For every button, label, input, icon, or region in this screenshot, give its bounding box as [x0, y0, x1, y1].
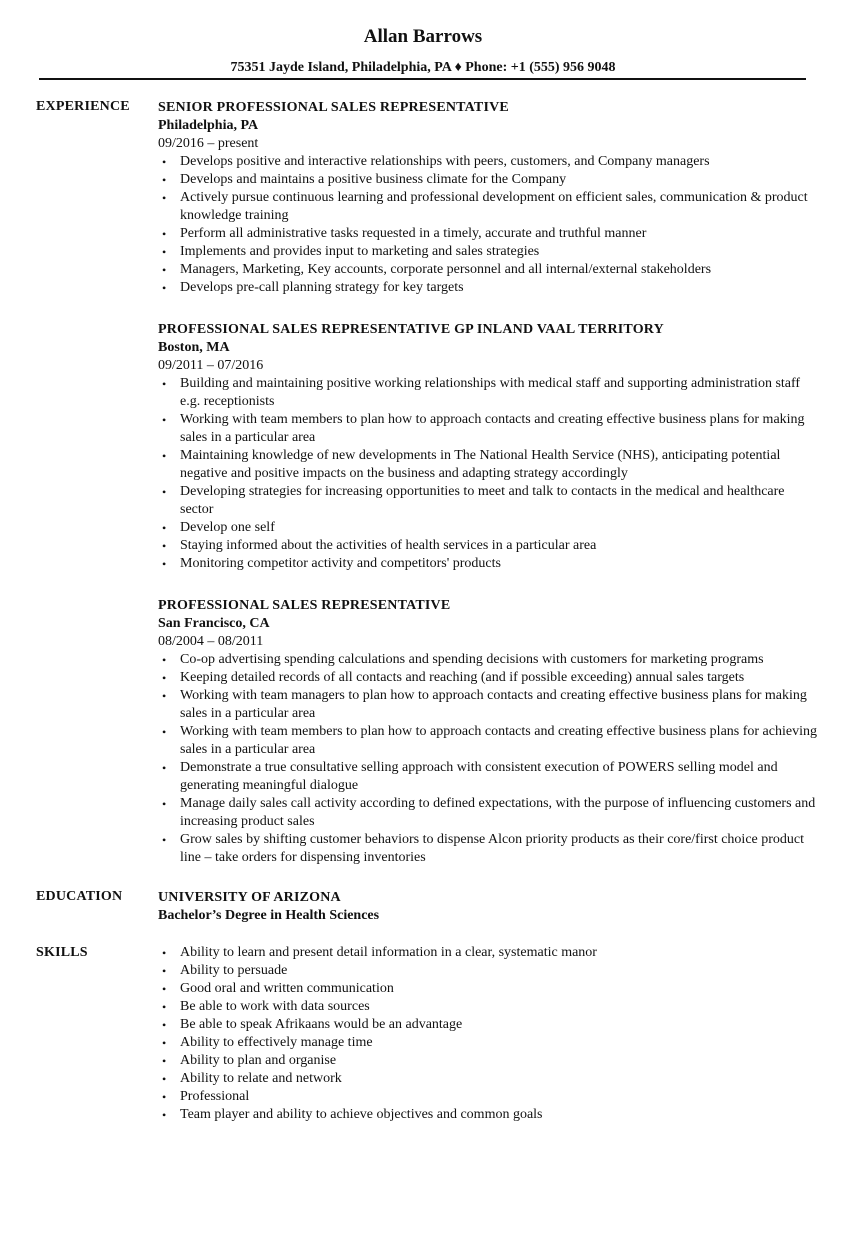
bullet-icon: •: [162, 263, 167, 277]
list-item: • Good oral and written communication: [162, 981, 394, 996]
bullet-icon: •: [162, 725, 167, 739]
bullet-icon: •: [162, 982, 167, 996]
contact-line: 75351 Jayde Island, Philadelphia, PA ♦ Phone: +1 (555) 956 9048: [230, 60, 616, 75]
bullet-icon: •: [162, 946, 167, 960]
list-item: • Managers, Marketing, Key accounts, corporate personnel and all internal/external stakeholders: [162, 262, 712, 277]
job-location: San Francisco, CA: [158, 616, 270, 631]
job-title: PROFESSIONAL SALES REPRESENTATIVE: [158, 598, 451, 613]
school-name: UNIVERSITY OF ARIZONA: [158, 890, 341, 905]
job-bullets: [158, 375, 818, 573]
job-bullets: [158, 153, 818, 297]
bullet-icon: •: [162, 485, 167, 499]
bullet-icon: •: [162, 1108, 167, 1122]
experience-section: [158, 99, 818, 891]
list-item: • Develops and maintains a positive business climate for the Company: [162, 172, 567, 187]
bullet-icon: •: [162, 557, 167, 571]
bullet-icon: •: [162, 653, 167, 667]
header-divider: [39, 78, 806, 80]
list-item: • Working with team members to plan how to approach contacts and creating effective business plans for making sales in a particular area: [162, 412, 805, 445]
bullet-icon: •: [162, 761, 167, 775]
candidate-name: Allan Barrows: [363, 26, 483, 47]
skills-section: [158, 944, 818, 1124]
job-location: Philadelphia, PA: [158, 118, 259, 133]
job-entry: [158, 597, 818, 867]
bullet-icon: •: [162, 377, 167, 391]
job-title: PROFESSIONAL SALES REPRESENTATIVE GP INLAND VAAL TERRITORY: [158, 322, 664, 337]
list-item: • Develops positive and interactive relationships with peers, customers, and Company managers: [162, 154, 710, 169]
list-item: • Actively pursue continuous learning and professional development on efficient sales, communication & product knowledge training: [162, 190, 808, 223]
list-item: • Working with team managers to plan how to approach contacts and creating effective business plans for making sales in a particular area: [162, 688, 807, 721]
education-section: [158, 889, 818, 925]
job-dates: 09/2016 – present: [158, 136, 259, 151]
job-entry: [158, 321, 818, 573]
list-item: • Ability to persuade: [162, 963, 288, 978]
list-item: • Ability to relate and network: [162, 1071, 342, 1086]
list-item: • Implements and provides input to marketing and sales strategies: [162, 244, 540, 259]
list-item: • Ability to effectively manage time: [162, 1035, 373, 1050]
job-dates: 09/2011 – 07/2016: [158, 358, 264, 373]
bullet-icon: •: [162, 539, 167, 553]
experience-label: EXPERIENCE: [36, 99, 130, 114]
list-item: • Be able to work with data sources: [162, 999, 370, 1014]
bullet-icon: •: [162, 245, 167, 259]
bullet-icon: •: [162, 413, 167, 427]
list-item: • Perform all administrative tasks requested in a timely, accurate and truthful manner: [162, 226, 647, 241]
bullet-icon: •: [162, 1054, 167, 1068]
list-item: • Developing strategies for increasing opportunities to meet and talk to contacts in the medical and healthcare sector: [162, 484, 785, 517]
degree-name: Bachelor’s Degree in Health Sciences: [158, 908, 380, 923]
bullet-icon: •: [162, 1018, 167, 1032]
list-item: • Co-op advertising spending calculations and spending decisions with customers for marketing programs: [162, 652, 764, 667]
list-item: • Staying informed about the activities of health services in a particular area: [162, 538, 597, 553]
list-item: • Monitoring competitor activity and competitors' products: [162, 556, 501, 571]
skills-list: [158, 944, 818, 1124]
list-item: • Manage daily sales call activity according to defined expectations, with the purpose of influencing customers and increasing product sales: [162, 796, 816, 829]
list-item: • Grow sales by shifting customer behaviors to dispense Alcon priority products as their core/first choice product line – take orders for dispensing inventories: [162, 832, 805, 865]
bullet-icon: •: [162, 521, 167, 535]
list-item: • Ability to plan and organise: [162, 1053, 337, 1068]
bullet-icon: •: [162, 449, 167, 463]
list-item: • Team player and ability to achieve objectives and common goals: [162, 1107, 543, 1122]
list-item: • Building and maintaining positive working relationships with medical staff and supporting administration staff e.g. receptionists: [162, 376, 801, 409]
bullet-icon: •: [162, 227, 167, 241]
list-item: • Demonstrate a true consultative selling approach with consistent execution of POWERS selling model and generating meaningful dialogue: [162, 760, 778, 793]
bullet-icon: •: [162, 833, 167, 847]
bullet-icon: •: [162, 1072, 167, 1086]
bullet-icon: •: [162, 689, 167, 703]
bullet-icon: •: [162, 173, 167, 187]
bullet-icon: •: [162, 964, 167, 978]
bullet-icon: •: [162, 797, 167, 811]
list-item: • Keeping detailed records of all contacts and reaching (and if possible exceeding) annual sales targets: [162, 670, 745, 685]
bullet-icon: •: [162, 281, 167, 295]
education-label: EDUCATION: [36, 889, 123, 904]
job-dates: 08/2004 – 08/2011: [158, 634, 264, 649]
list-item: • Maintaining knowledge of new developments in The National Health Service (NHS), anticipating potential negative and positive impacts on the business and adapting strategy accordingly: [162, 448, 781, 481]
bullet-icon: •: [162, 155, 167, 169]
list-item: • Ability to learn and present detail information in a clear, systematic manor: [162, 945, 597, 960]
bullet-icon: •: [162, 1000, 167, 1014]
list-item: • Working with team members to plan how to approach contacts and creating effective business plans for achieving sales in a particular area: [162, 724, 817, 757]
list-item: • Develop one self: [162, 520, 275, 535]
list-item: • Professional: [162, 1089, 250, 1104]
skills-label: SKILLS: [36, 945, 88, 960]
job-title: SENIOR PROFESSIONAL SALES REPRESENTATIVE: [158, 100, 509, 115]
bullet-icon: •: [162, 191, 167, 205]
bullet-icon: •: [162, 1036, 167, 1050]
bullet-icon: •: [162, 671, 167, 685]
job-entry: [158, 99, 818, 297]
job-bullets: [158, 651, 818, 867]
job-location: Boston, MA: [158, 340, 230, 355]
list-item: • Develops pre-call planning strategy for key targets: [162, 280, 464, 295]
bullet-icon: •: [162, 1090, 167, 1104]
list-item: • Be able to speak Afrikaans would be an advantage: [162, 1017, 463, 1032]
